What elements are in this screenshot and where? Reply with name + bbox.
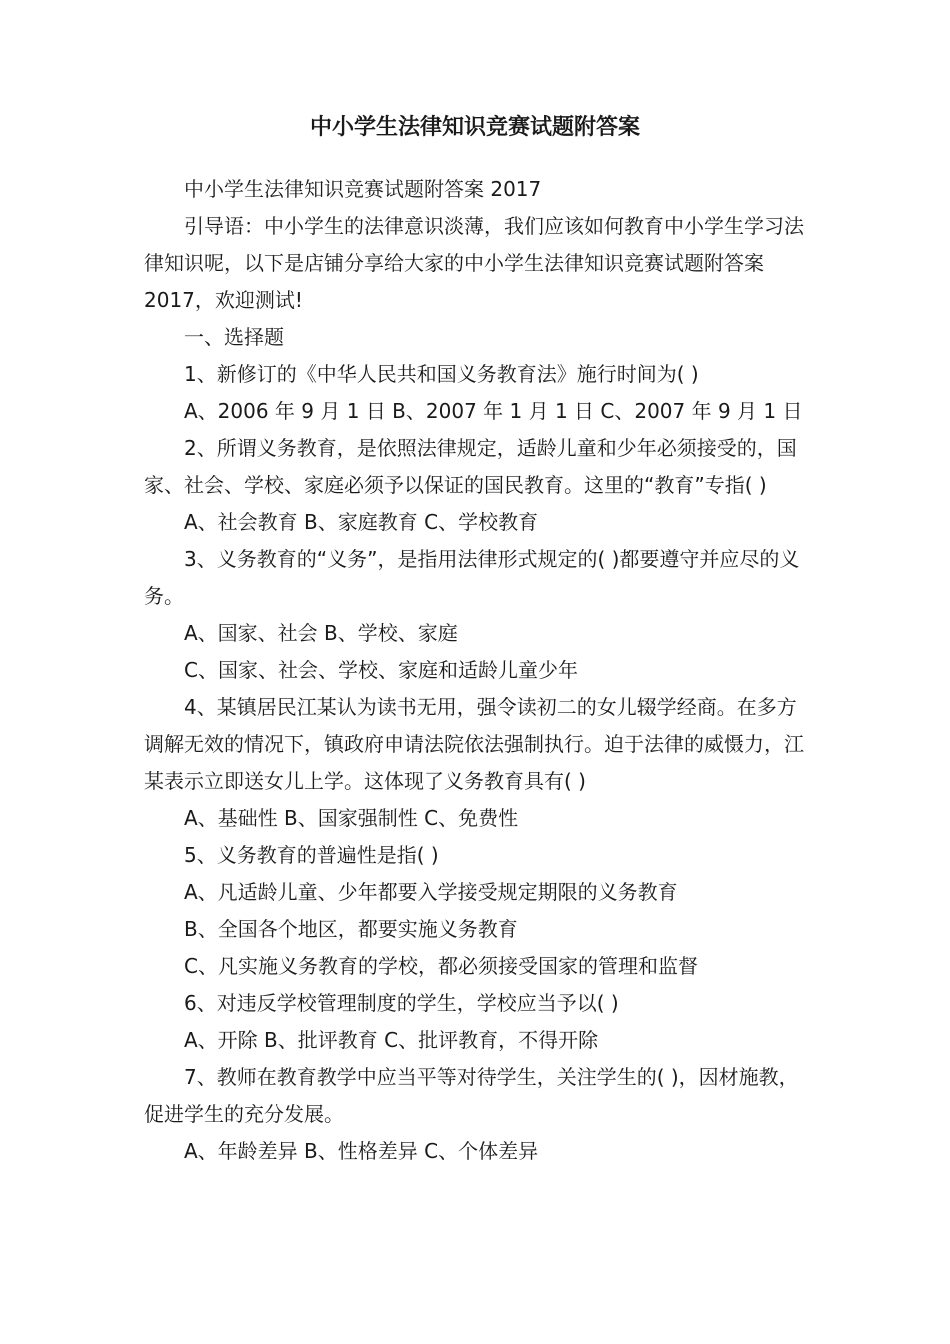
question: 5、义务教育的普遍性是指( ) [184,843,439,867]
question: 2、所谓义务教育，是依照法律规定，适龄儿童和少年必须接受的，国家、社会、学校、家庭必须予以保证的国民教育。这里的“教育”专指( ) [144,436,797,497]
answer-option: C、凡实施义务教育的学校，都必须接受国家的管理和监督 [184,954,698,978]
question: 6、对违反学校管理制度的学生，学校应当予以( ) [184,991,619,1015]
answer-options: A、年龄差异 B、性格差异 C、个体差异 [184,1139,539,1163]
document-body [144,171,816,1170]
answer-option: B、全国各个地区，都要实施义务教育 [184,917,518,941]
question: 4、某镇居民江某认为读书无用，强令读初二的女儿辍学经商。在多方调解无效的情况下，镇政府申请法院依法强制执行。迫于法律的威慑力，江某表示立即送女儿上学。这体现了义务教育具有( ) [144,695,804,793]
section-heading: 一、选择题 [184,325,284,349]
answer-options: C、国家、社会、学校、家庭和适龄儿童少年 [184,658,578,682]
question: 1、新修订的《中华人民共和国义务教育法》施行时间为( ) [184,362,699,386]
paragraph: 中小学生法律知识竞赛试题附答案 2017 [184,177,542,201]
answer-options: A、2006 年 9 月 1 日 B、2007 年 1 月 1 日 C、2007 年 9 月 1 日 [184,399,803,423]
answer-option: A、凡适龄儿童、少年都要入学接受规定期限的义务教育 [184,880,678,904]
answer-options: A、基础性 B、国家强制性 C、免费性 [184,806,519,830]
question: 3、义务教育的“义务”，是指用法律形式规定的( )都要遵守并应尽的义务。 [144,547,800,608]
answer-options: A、国家、社会 B、学校、家庭 [184,621,458,645]
paragraph: 引导语：中小学生的法律意识淡薄，我们应该如何教育中小学生学习法律知识呢，以下是店铺分享给大家的中小学生法律知识竞赛试题附答案 2017，欢迎测试! [144,214,804,312]
document-title: 中小学生法律知识竞赛试题附答案 [309,115,640,140]
question: 7、教师在教育教学中应当平等对待学生，关注学生的( )，因材施教，促进学生的充分发展。 [144,1065,799,1126]
answer-options: A、社会教育 B、家庭教育 C、学校教育 [184,510,539,534]
answer-options: A、开除 B、批评教育 C、批评教育，不得开除 [184,1028,599,1052]
